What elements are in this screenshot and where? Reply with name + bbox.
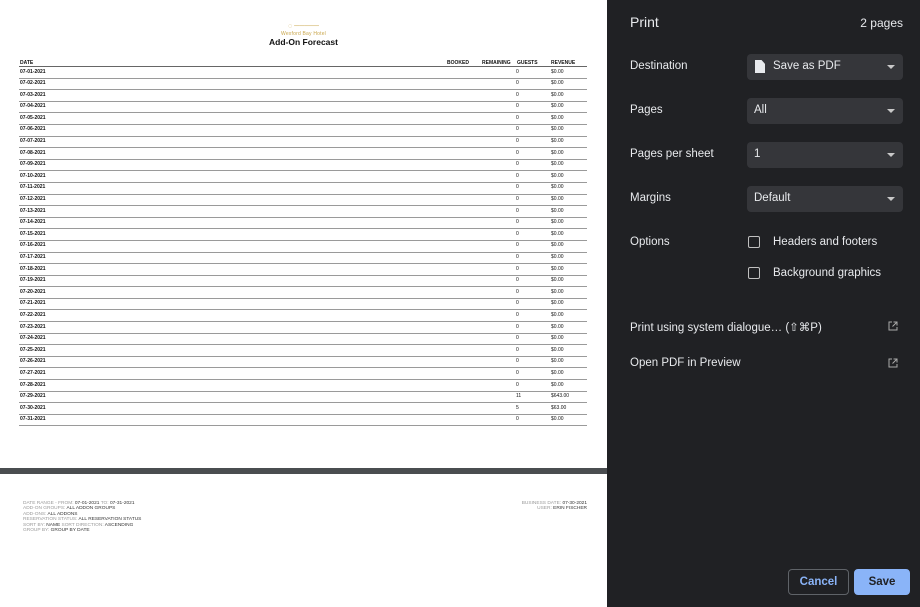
row-date: 07-02-2021 [20, 80, 46, 87]
row-guests: 0 [516, 288, 519, 295]
row-date: 07-28-2021 [20, 381, 46, 388]
row-guests: 5 [516, 404, 519, 411]
table-row [19, 102, 587, 114]
table-row [19, 195, 587, 207]
pages-label: Pages [630, 104, 663, 116]
row-date: 07-12-2021 [20, 196, 46, 203]
col-date-header: DATE [20, 59, 34, 66]
table-row [19, 287, 587, 299]
row-guests: 0 [516, 207, 519, 214]
table-row [19, 113, 587, 125]
destination-value: Save as PDF [773, 60, 841, 72]
row-guests: 0 [516, 369, 519, 376]
row-date: 07-15-2021 [20, 230, 46, 237]
col-remaining-header: REMAINING [482, 59, 511, 66]
preview-page-2 [0, 474, 607, 607]
table-row [19, 310, 587, 322]
row-guests: 0 [516, 230, 519, 237]
row-date: 07-20-2021 [20, 288, 46, 295]
row-date: 07-26-2021 [20, 358, 46, 365]
row-revenue: $0.00 [551, 311, 564, 318]
row-revenue: $0.00 [551, 149, 564, 156]
row-date: 07-17-2021 [20, 254, 46, 260]
row-date: 07-16-2021 [20, 242, 46, 249]
row-revenue: $0.00 [551, 381, 564, 388]
row-date: 07-03-2021 [20, 91, 46, 98]
row-revenue: $0.00 [551, 416, 564, 423]
row-guests: 0 [516, 254, 519, 260]
row-revenue: $0.00 [551, 300, 564, 307]
row-revenue: $0.00 [551, 196, 564, 203]
table-row [19, 357, 587, 369]
table-row [19, 171, 587, 183]
forecast-table [19, 58, 587, 426]
row-guests: 0 [516, 126, 519, 133]
table-row [19, 334, 587, 346]
background-graphics-label[interactable]: Background graphics [773, 267, 882, 279]
row-date: 07-06-2021 [20, 126, 46, 133]
row-guests: 0 [516, 196, 519, 203]
row-revenue: $0.00 [551, 277, 564, 284]
open-external-icon[interactable] [888, 321, 898, 331]
row-date: 07-13-2021 [20, 207, 46, 214]
row-date: 07-01-2021 [20, 68, 46, 75]
row-revenue: $0.00 [551, 184, 564, 191]
table-row [19, 125, 587, 137]
row-revenue: $0.00 [551, 207, 564, 214]
row-revenue: $0.00 [551, 346, 564, 353]
print-title: Print [630, 14, 659, 30]
row-guests: 0 [516, 80, 519, 87]
row-guests: 0 [516, 103, 519, 110]
row-guests: 0 [516, 114, 519, 121]
document-icon [755, 60, 765, 73]
row-date: 07-22-2021 [20, 311, 46, 318]
row-revenue: $0.00 [551, 114, 564, 121]
table-row [19, 67, 587, 79]
row-guests: 0 [516, 346, 519, 353]
row-guests: 0 [516, 311, 519, 318]
pages-per-sheet-value: 1 [754, 148, 761, 160]
table-row [19, 253, 587, 265]
system-dialog-link[interactable]: Print using system dialogue… (⇧⌘P) [630, 322, 822, 334]
row-revenue: $0.00 [551, 369, 564, 376]
row-revenue: $0.00 [551, 161, 564, 168]
row-date: 07-23-2021 [20, 323, 46, 330]
row-revenue: $0.00 [551, 230, 564, 237]
row-date: 07-19-2021 [20, 277, 46, 284]
table-row [19, 392, 587, 404]
table-body [19, 67, 587, 426]
table-row [19, 403, 587, 415]
margins-label: Margins [630, 192, 671, 204]
row-date: 07-14-2021 [20, 219, 46, 226]
background-graphics-checkbox[interactable] [748, 267, 760, 279]
row-date: 07-07-2021 [20, 138, 46, 145]
cancel-button[interactable]: Cancel [788, 569, 849, 595]
row-revenue: $0.00 [551, 265, 564, 272]
row-guests: 0 [516, 68, 519, 75]
row-revenue: $0.00 [551, 254, 564, 260]
open-pdf-preview-link[interactable]: Open PDF in Preview [630, 357, 741, 369]
table-row [19, 264, 587, 276]
row-revenue: $0.00 [551, 288, 564, 295]
row-guests: 0 [516, 161, 519, 168]
row-date: 07-29-2021 [20, 393, 46, 400]
col-guests-header: GUESTS [517, 59, 538, 66]
table-row [19, 299, 587, 311]
report-business-info: BUSINESS DATE: 07-30-2021 USER: ERIN FISCHER [521, 501, 587, 512]
chevron-down-icon [887, 197, 895, 201]
col-revenue-header: REVENUE [551, 59, 576, 66]
row-revenue: $0.00 [551, 138, 564, 145]
col-booked-header: BOOKED [447, 59, 469, 66]
row-revenue: $63.00 [551, 404, 567, 411]
row-guests: 0 [516, 219, 519, 226]
table-row [19, 241, 587, 253]
table-row [19, 206, 587, 218]
table-row [19, 148, 587, 160]
row-date: 07-04-2021 [20, 103, 46, 110]
table-row [19, 276, 587, 288]
row-revenue: $0.00 [551, 126, 564, 133]
hotel-name: Wexford Bay Hotel [281, 31, 326, 37]
save-button[interactable]: Save [854, 569, 910, 595]
row-guests: 11 [516, 393, 522, 400]
row-date: 07-30-2021 [20, 404, 46, 411]
chevron-down-icon [887, 109, 895, 113]
row-guests: 0 [516, 323, 519, 330]
row-guests: 0 [516, 91, 519, 98]
table-row [19, 218, 587, 230]
pages-per-sheet-label: Pages per sheet [630, 148, 714, 160]
table-row [19, 137, 587, 149]
row-guests: 0 [516, 172, 519, 179]
row-revenue: $0.00 [551, 80, 564, 87]
row-date: 07-18-2021 [20, 265, 46, 272]
destination-label: Destination [630, 60, 688, 72]
report-parameters: DATE RANGE - FROM: 07-01-2021 TO: 07-31-2021 ADD-ON GROUPS: ALL ADDON GROUPS ADD-ONS: ALL ADDONS RESERVATION STATUS: ALL RESERVATION STATUS SORT BY: NAME SORT DIRECTION: ASCENDING GROUP BY: GROUP BY DATE [23, 501, 142, 534]
row-guests: 0 [516, 358, 519, 365]
options-label: Options [630, 236, 670, 248]
open-external-icon[interactable] [888, 358, 898, 368]
headers-footers-checkbox[interactable] [748, 236, 760, 248]
row-guests: 0 [516, 335, 519, 342]
row-guests: 0 [516, 265, 519, 272]
table-row [19, 79, 587, 91]
table-row [19, 368, 587, 380]
table-row [19, 229, 587, 241]
table-row [19, 345, 587, 357]
pages-value: All [754, 104, 767, 116]
row-revenue: $0.00 [551, 219, 564, 226]
page-count: 2 pages [860, 16, 903, 30]
margins-select[interactable] [747, 186, 903, 212]
chevron-down-icon [887, 153, 895, 157]
row-date: 07-08-2021 [20, 149, 46, 156]
margins-value: Default [754, 192, 791, 204]
row-date: 07-21-2021 [20, 300, 46, 307]
row-guests: 0 [516, 277, 519, 284]
row-revenue: $0.00 [551, 103, 564, 110]
pages-per-sheet-select[interactable] [747, 142, 903, 168]
row-revenue: $0.00 [551, 91, 564, 98]
row-revenue: $0.00 [551, 172, 564, 179]
table-row [19, 380, 587, 392]
row-guests: 0 [516, 184, 519, 191]
row-date: 07-05-2021 [20, 114, 46, 121]
row-date: 07-11-2021 [20, 184, 46, 191]
destination-select[interactable] [747, 54, 903, 80]
table-row [19, 322, 587, 334]
row-guests: 0 [516, 381, 519, 388]
headers-footers-label[interactable]: Headers and footers [773, 236, 878, 248]
row-guests: 0 [516, 138, 519, 145]
report-title: Add-On Forecast [269, 37, 338, 47]
row-date: 07-27-2021 [20, 369, 46, 376]
row-guests: 0 [516, 300, 519, 307]
table-row [19, 415, 587, 427]
chevron-down-icon [887, 65, 895, 69]
row-date: 07-24-2021 [20, 335, 46, 342]
row-date: 07-10-2021 [20, 172, 46, 179]
table-row [19, 183, 587, 195]
row-revenue: $0.00 [551, 335, 564, 342]
row-revenue: $0.00 [551, 358, 564, 365]
hotel-logo-icon: ◌ ───── [288, 23, 319, 30]
print-settings-panel [607, 0, 920, 607]
row-guests: 0 [516, 416, 519, 423]
row-revenue: $0.00 [551, 323, 564, 330]
pages-select[interactable] [747, 98, 903, 124]
row-date: 07-31-2021 [20, 416, 46, 423]
row-revenue: $0.00 [551, 242, 564, 249]
row-revenue: $643.00 [551, 393, 570, 400]
row-guests: 0 [516, 149, 519, 156]
row-date: 07-09-2021 [20, 161, 46, 168]
row-guests: 0 [516, 242, 519, 249]
table-row [19, 90, 587, 102]
table-row [19, 160, 587, 172]
table-header [19, 58, 587, 67]
row-date: 07-25-2021 [20, 346, 46, 353]
row-revenue: $0.00 [551, 68, 564, 75]
